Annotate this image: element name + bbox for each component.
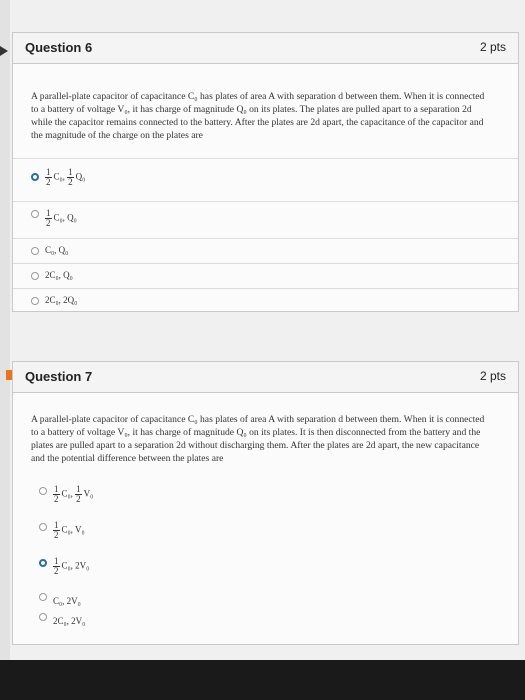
fraction: $\frac{1}{2}$: [46, 167, 51, 187]
q7-radio-4[interactable]: [39, 593, 47, 601]
answer-text: C₀, 2V₀: [53, 596, 81, 606]
fraction: $\frac{1}{2}$: [54, 520, 59, 540]
q7-answer-3[interactable]: [39, 555, 500, 591]
q7-answer-4[interactable]: [39, 591, 500, 611]
q7-radio-3[interactable]: [39, 559, 47, 567]
question-6-title: Question 6: [25, 40, 93, 55]
question-6-points: 2 pts: [479, 40, 506, 54]
answer-text: Q₀: [75, 171, 86, 182]
fraction: $\frac{1}{2}$: [54, 556, 59, 576]
answer-text: 2C₀, 2Q₀: [45, 295, 78, 305]
q7-radio-2[interactable]: [39, 523, 47, 531]
question-6-answers: [31, 158, 500, 313]
q7-answer-5[interactable]: [39, 611, 500, 631]
question-7-points: 2 pts: [479, 369, 506, 383]
q7-answer-1[interactable]: [39, 483, 500, 519]
q7-answer-2[interactable]: [39, 519, 500, 555]
fraction: $\frac{1}{2}$: [46, 208, 51, 228]
q6-answer-2[interactable]: [31, 202, 500, 238]
question-7-answers: [31, 483, 500, 631]
q6-radio-1[interactable]: [31, 173, 39, 181]
question-6-text: A parallel-plate capacitor of capacitance C₀ has plates of area A with separation d between them. When it is connected to a battery of voltage V₀, it has charge of magnitude Q₀ on its plates. The plates are pulled apart to a separation 2d while the capacitor remains connected to the battery. After the plates are 2d apart, the capacitance of the capacitor and the magnitude of the charge on the plates are: [31, 91, 485, 141]
fraction: $\frac{1}{2}$: [68, 167, 73, 187]
fraction: $\frac{1}{2}$: [54, 484, 59, 504]
bottom-bar: [0, 660, 525, 700]
current-question-arrow-icon: [0, 46, 8, 56]
answer-text: C₀, 2V₀: [61, 560, 90, 571]
question-7-title: Question 7: [25, 369, 93, 384]
q7-radio-1[interactable]: [39, 487, 47, 495]
answer-text: 2C₀, Q₀: [45, 270, 73, 280]
question-7-body: [13, 393, 518, 641]
q7-radio-5[interactable]: [39, 613, 47, 621]
answer-text: C₀, Q₀: [45, 245, 69, 255]
q6-radio-5[interactable]: [31, 297, 39, 305]
q6-answer-4[interactable]: [31, 264, 500, 288]
left-strip: [0, 0, 10, 700]
q6-radio-3[interactable]: [31, 247, 39, 255]
question-6-header: [13, 33, 518, 64]
q6-radio-4[interactable]: [31, 272, 39, 280]
question-7-text: A parallel-plate capacitor of capacitance C₀ has plates of area A with separation d between them. When it is connected to a battery of voltage V₀, it has charge of magnitude Q₀ on its plates. It is then disconnected from the battery and the plates are pulled apart to a separation 2d without discharging them. After the plates are 2d apart, the new capacitance and the potential difference between the plates are: [31, 414, 485, 464]
q6-answer-5[interactable]: [31, 289, 500, 313]
answer-text: 2C₀, 2V₀: [53, 616, 86, 626]
question-7-header: [13, 362, 518, 393]
q6-radio-2[interactable]: [31, 210, 39, 218]
fraction: $\frac{1}{2}$: [76, 484, 81, 504]
answer-text: V₀: [83, 488, 94, 499]
answer-text: C₀, Q₀: [53, 212, 77, 223]
answer-text: C₀,: [61, 488, 73, 499]
answer-text: C₀, V₀: [61, 524, 85, 535]
question-7-card: [12, 361, 519, 645]
q6-answer-1[interactable]: [31, 159, 500, 201]
q6-answer-3[interactable]: [31, 239, 500, 263]
question-6-card: [12, 32, 519, 312]
question-6-body: [13, 64, 518, 323]
answer-text: C₀,: [53, 171, 65, 182]
